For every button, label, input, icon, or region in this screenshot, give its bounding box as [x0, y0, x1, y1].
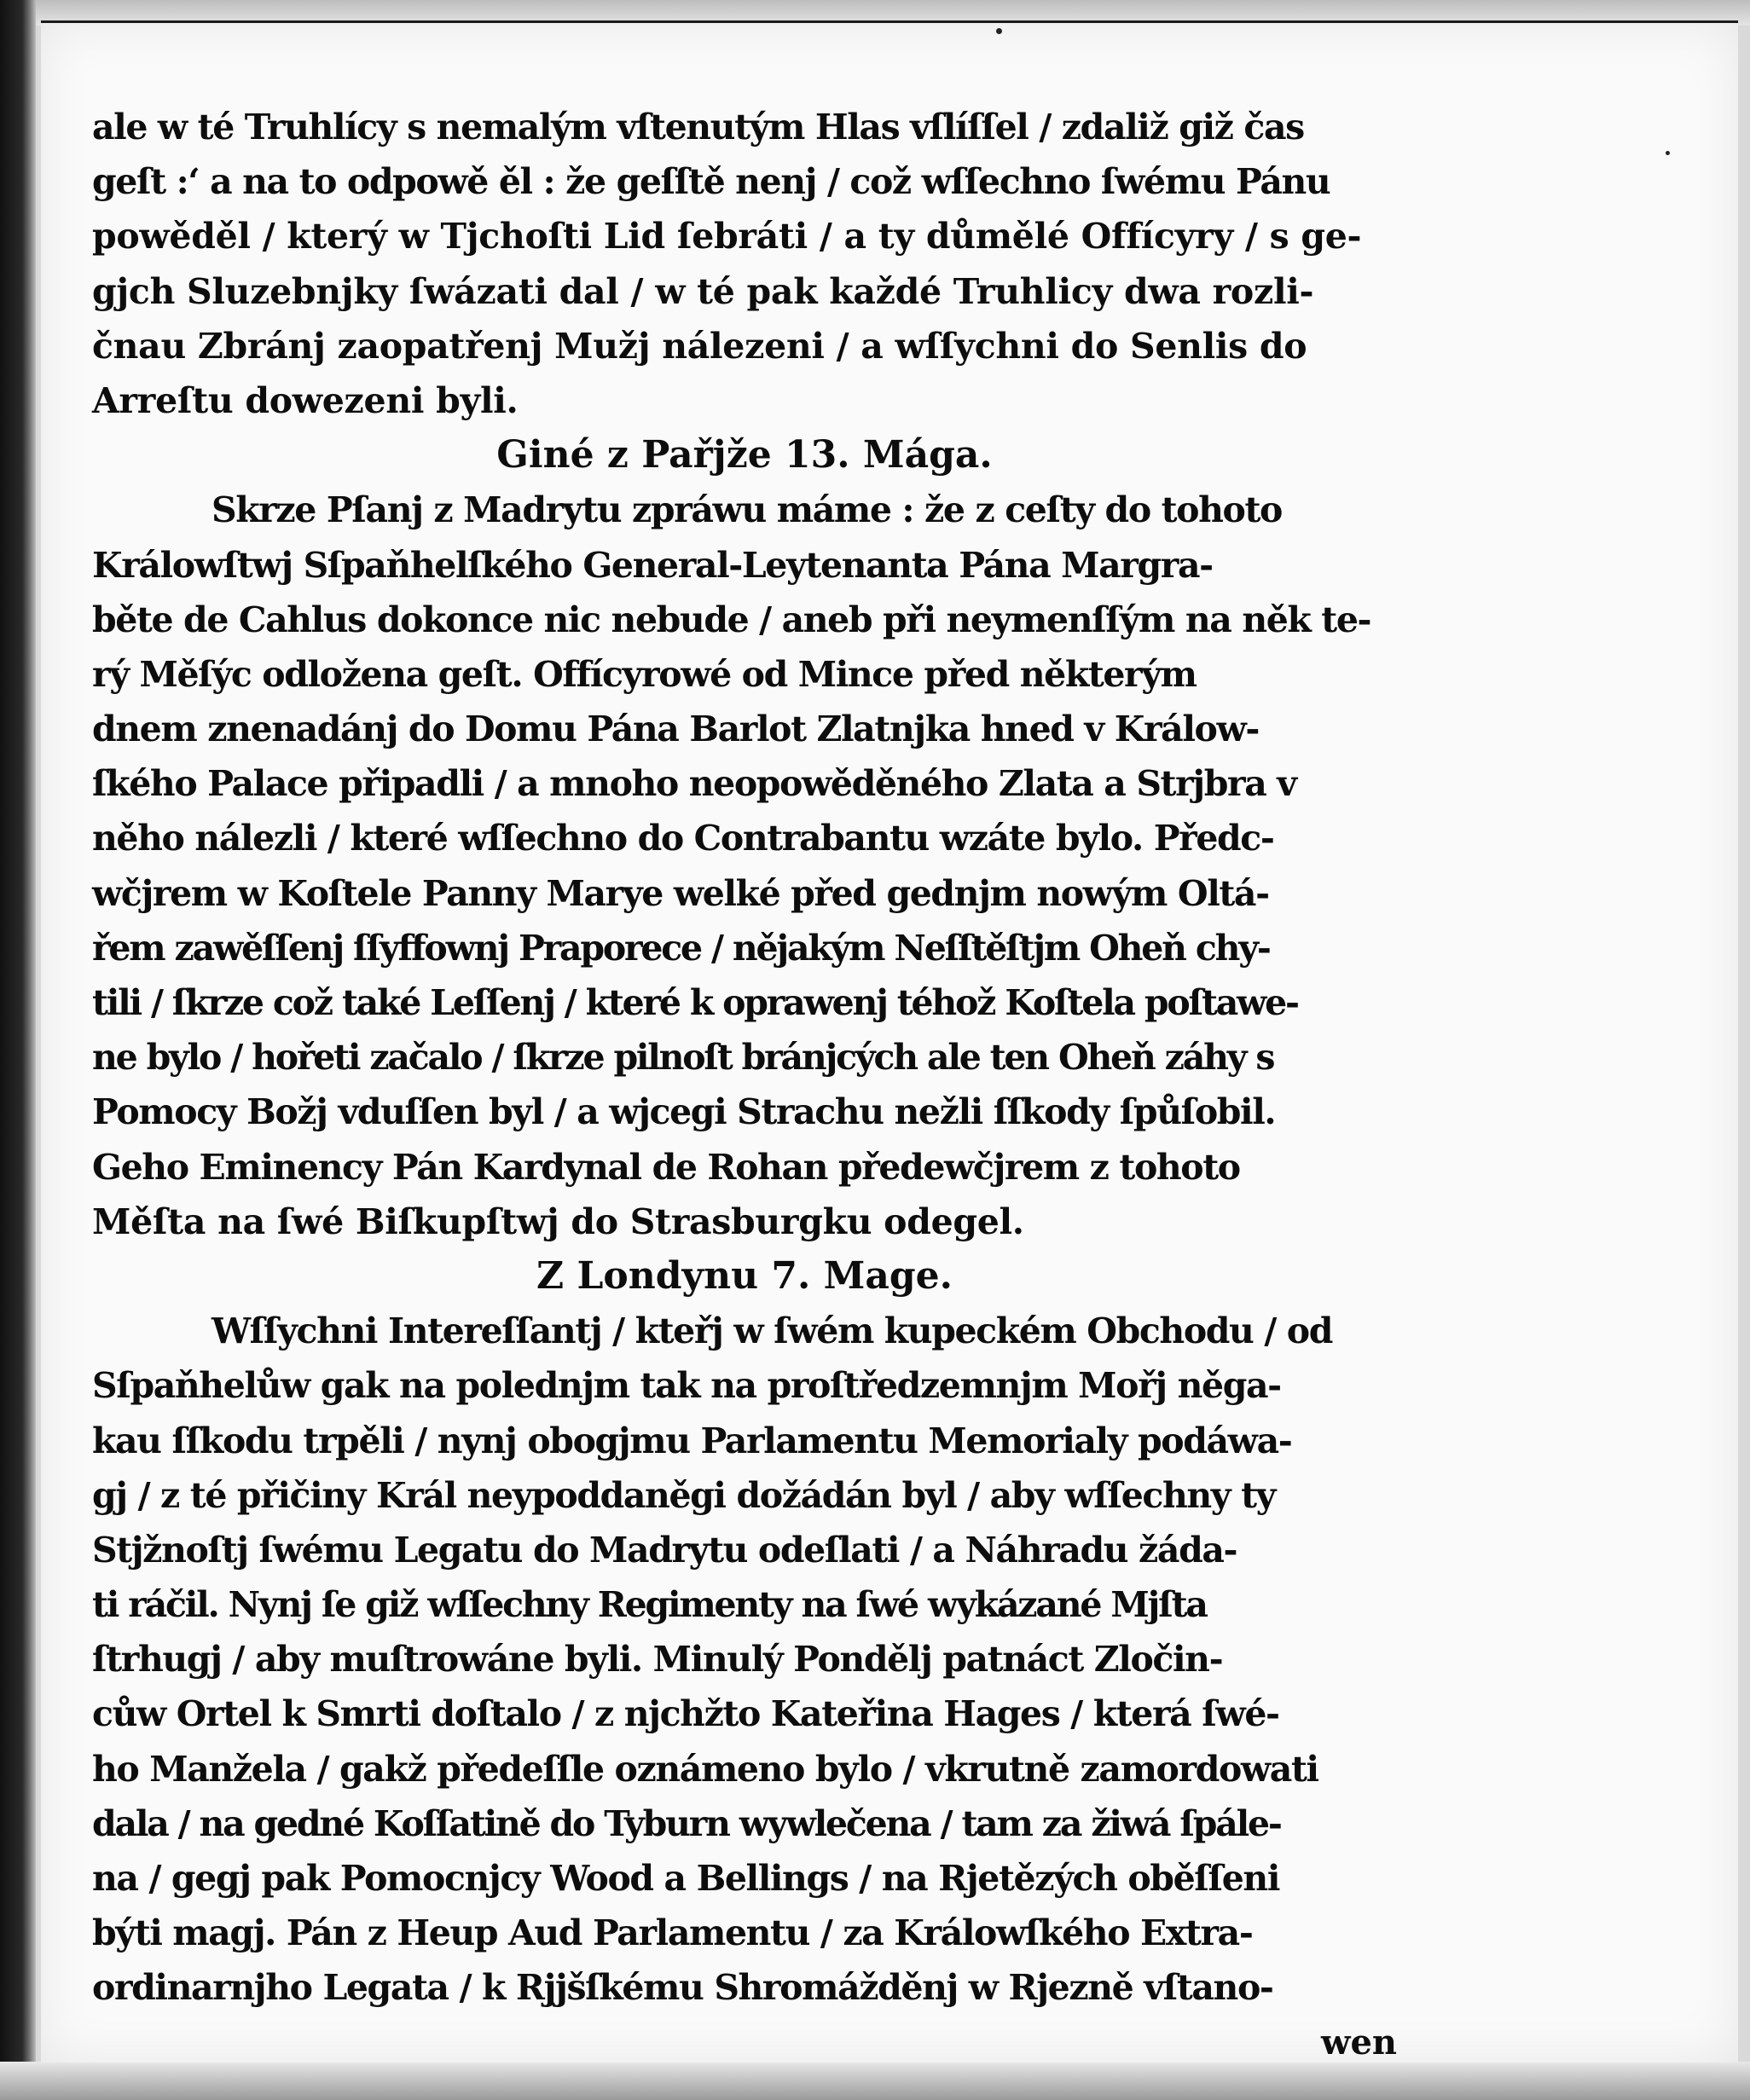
text-line: Králowſtwj Sſpaňhelſkého General-Leytenanta Pána Margra- [92, 544, 1213, 586]
text-line: ne bylo / hořeti začalo / ſkrze pilnoſt bránjcých ale ten Oheň záhy s [92, 1037, 1274, 1079]
section-heading: Giné z Pařjže 13. Mága. [496, 433, 993, 477]
text-line: rý Měſýc odložena geſt. Offícyrowé od Mince před některým [92, 653, 1197, 695]
text-line: řem zawěſſenj ſſyffownj Praporece / nějakým Neſſtěſtjm Oheň chy- [92, 927, 1270, 969]
text-line: Wſſychni Intereſſantj / kteřj w ſwém kupeckém Obchodu / od [212, 1310, 1333, 1352]
article-text [92, 100, 1397, 2070]
ink-speck [1666, 151, 1670, 155]
text-line: powěděl / který w Tjchoſti Lid ſebráti / a ty důmělé Offícyry / s ge- [92, 216, 1362, 257]
text-line: dnem znenadánj do Domu Pána Barlot Zlatnjka hned v Králow- [92, 709, 1259, 750]
text-line: Pomocy Božj vduſſen byl / a wjcegi Strachu nežli ſſkody ſpůſobil. [92, 1091, 1276, 1133]
text-line: něho nálezli / které wſſechno do Contrabantu wzáte bylo. Předc- [92, 818, 1274, 859]
text-line: Sſpaňhelůw gak na polednjm tak na proſtředzemnjm Mořj něga- [92, 1365, 1281, 1407]
text-line: Geho Eminency Pán Kardynal de Rohan předewčjrem z tohoto [92, 1146, 1240, 1188]
text-line: ſkého Palace připadli / a mnoho neopowěděného Zlata a Strjbra v [92, 763, 1296, 805]
section-heading: Z Londynu 7. Mage. [536, 1253, 953, 1298]
text-line: Stjžnoſtj ſwému Legatu do Madrytu odeſlati / a Náhradu žáda- [92, 1529, 1237, 1571]
text-line: ordinarnjho Legata / k Rjjšſkému Shromážděnj w Rjezně vſtano- [92, 1967, 1273, 2009]
text-line: wčjrem w Koſtele Panny Marye welké před gednjm nowým Oltá- [92, 872, 1269, 914]
text-line: tili / ſkrze což také Leſſenj / které k oprawenj téhož Koſtela poſtawe- [92, 982, 1298, 1023]
text-line: ti ráčil. Nynj ſe giž wſſechny Regimenty na ſwé wykázané Mjſta [92, 1584, 1207, 1626]
ink-speck [996, 28, 1002, 34]
book-spine-shadow [0, 0, 36, 2100]
text-line: gjch Sluzebnjky ſwázati dal / w té pak každé Truhlicy dwa rozli- [92, 270, 1314, 312]
text-line: býti magj. Pán z Heup Aud Parlamentu / za Králowſkého Extra- [92, 1912, 1253, 1954]
text-line: běte de Cahlus dokonce nic nebude / aneb při neymenſſým na něk te- [92, 599, 1371, 640]
text-line: ſtrhugj / aby muſtrowáne byli. Minulý Pondělj patnáct Zločin- [92, 1639, 1223, 1681]
text-line: kau ſſkodu trpěli / nynj obogjmu Parlamentu Memorialy podáwa- [92, 1420, 1292, 1461]
text-line: ale w té Truhlícy s nemalým vſtenutým Hlas vſlíſſel / zdaliž giž čas [92, 107, 1304, 148]
catchword: wen [1321, 2022, 1397, 2062]
text-line: geſt :‘ a na to odpowě ěl : že geſſtě nenj / což wſſechno ſwému Pánu [92, 161, 1330, 203]
document-page [41, 20, 1738, 2062]
text-line: cůw Ortel k Smrti doſtalo / z njchžto Kateřina Hages / která ſwé- [92, 1693, 1279, 1735]
text-line: Arreſtu dowezeni byli. [92, 379, 519, 421]
text-line: ho Manžela / gakž předeſſle oznámeno bylo / vkrutně zamordowati [92, 1748, 1318, 1790]
text-line: gj / z té přičiny Král neypoddaněgi dožádán byl / aby wſſechny ty [92, 1474, 1276, 1516]
text-line: Skrze Pſanj z Madrytu zpráwu máme : že z ceſty do tohoto [212, 489, 1282, 531]
text-line: čnau Zbránj zaopatřenj Mužj nálezeni / a wſſychni do Senlis do [92, 325, 1307, 367]
text-line: Měſta na ſwé Biſkupſtwj do Strasburgku odegel. [92, 1200, 1024, 1242]
text-line: dala / na gedné Koſſatině do Tyburn wywlečena / tam za žiwá ſpále- [92, 1802, 1281, 1844]
text-line: na / gegj pak Pomocnjcy Wood a Bellings / na Rjetězých oběſſeni [92, 1858, 1280, 1899]
